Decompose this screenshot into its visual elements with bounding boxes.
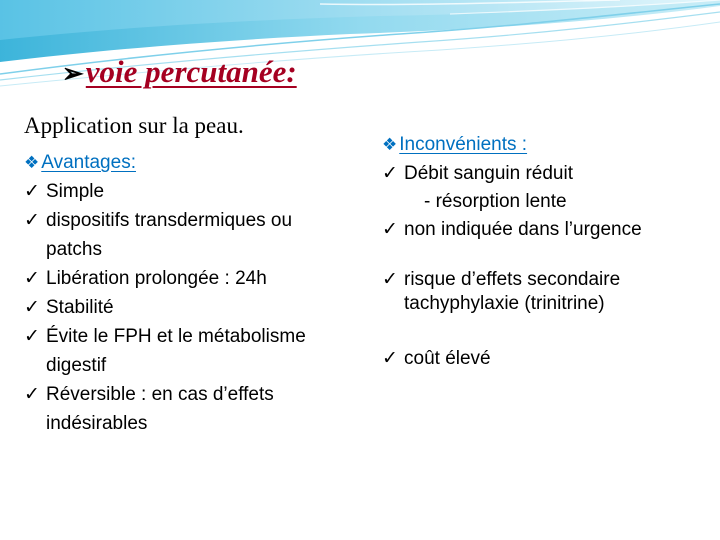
slide-title — [62, 52, 297, 94]
title-text: voie percutanée: — [85, 54, 297, 89]
list-item: ✓ non indiquée dans l’urgence — [382, 215, 712, 244]
diamond-bullet-icon: ❖ — [24, 153, 40, 172]
check-icon: ✓ — [24, 384, 40, 405]
list-item: ✓ Libération prolongée : 24h — [24, 264, 354, 293]
check-icon: ✓ — [24, 210, 40, 231]
check-icon: ✓ — [382, 163, 398, 184]
check-icon: ✓ — [382, 219, 398, 240]
check-icon: ✓ — [382, 269, 398, 290]
advantages-heading: ❖ Avantages: — [24, 152, 136, 173]
subtitle: Application sur la peau. — [24, 113, 244, 138]
list-item: ✓ Débit sanguin réduit — [382, 159, 712, 188]
list-item: ✓ Évite le FPH et le métabolisme digestif — [24, 322, 354, 380]
check-icon: ✓ — [24, 181, 40, 202]
check-icon: ✓ — [382, 348, 398, 369]
diamond-bullet-icon: ❖ — [382, 135, 398, 154]
disadvantages-heading: ❖ Inconvénients : — [382, 134, 528, 155]
check-icon: ✓ — [24, 297, 40, 318]
list-item: ✓ Simple — [24, 177, 354, 206]
check-icon: ✓ — [24, 326, 40, 347]
list-item: ✓ dispositifs transdermiques ou patchs — [24, 206, 354, 264]
arrow-bullet-icon: ➢ — [62, 59, 84, 88]
sub-note: - résorption lente — [424, 191, 567, 212]
disadvantages-column — [382, 130, 712, 373]
list-item: ✓ Stabilité — [24, 293, 354, 322]
list-item: ✓ risque d’effets secondaire tachyphylaxie (trinitrine) — [382, 269, 621, 314]
advantages-column — [24, 148, 354, 438]
list-item: ✓ Réversible : en cas d’effets indésirables — [24, 380, 354, 438]
check-icon: ✓ — [24, 268, 40, 289]
list-item: ✓ coût élevé — [382, 344, 712, 373]
